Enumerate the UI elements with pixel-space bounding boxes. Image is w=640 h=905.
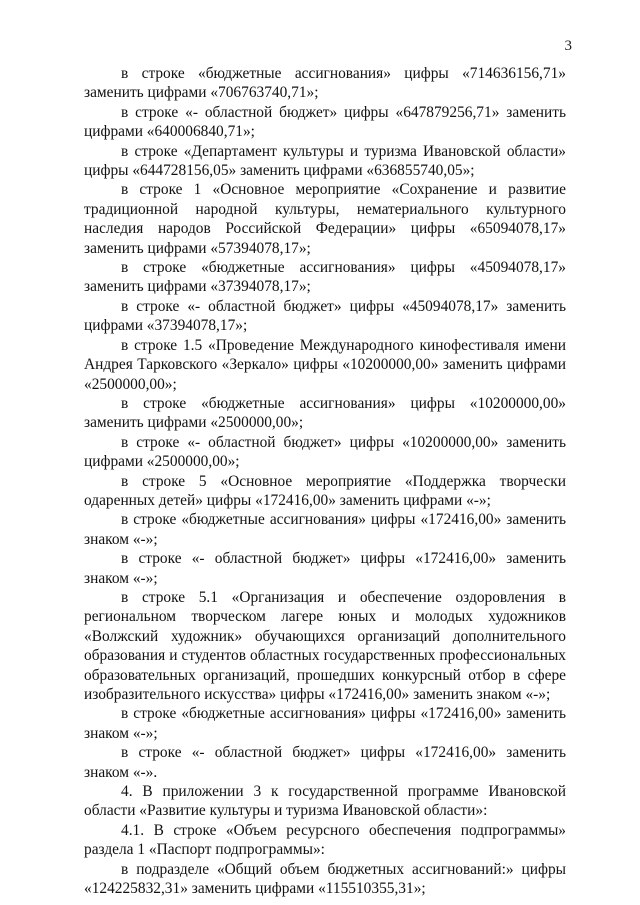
- paragraph: в строке «бюджетные ассигнования» цифры «10200000,00» заменить цифрами «2500000,00»;: [84, 394, 566, 432]
- page-number: 3: [564, 38, 572, 54]
- paragraph: в строке «бюджетные ассигнования» цифры «45094078,17» заменить цифрами «37394078,17»;: [84, 259, 566, 296]
- paragraph: в строке «- областной бюджет» цифры «10200000,00» заменить цифрами «2500000,00»;: [84, 433, 566, 471]
- paragraph: в строке «бюджетные ассигнования» цифры «714636156,71» заменить цифрами «706763740,71»;: [84, 65, 566, 102]
- paragraph: в строке 5.1 «Организация и обеспечение оздоровления в региональном творческом лагере юных и молодых художников «Волжский художник» обучающихся организаций дополнительного образования и студентов областных государственных профессиональных образовательных организаций, прошедших конкурсный отбор в сфере изобразительного искусства» цифры «172416,00» заменить знаком «-»;: [84, 588, 566, 703]
- paragraph: в строке 1 «Основное мероприятие «Сохранение и развитие традиционной народной культуры, нематериального культурного наследия народов Российской Федерации» цифры «65094078,17» заменить цифрами «57394078,17»;: [84, 181, 566, 257]
- paragraph: в строке «- областной бюджет» цифры «647879256,71» заменить цифрами «640006840,71»;: [84, 103, 566, 141]
- paragraph: в подразделе «Общий объем бюджетных ассигнований:» цифры «124225832,31» заменить цифрами «115510355,31»;: [84, 860, 566, 898]
- paragraph: в строке 5 «Основное мероприятие «Поддержка творчески одаренных детей» цифры «172416,00» заменить цифрами «-»;: [84, 472, 566, 509]
- document-body: [84, 64, 566, 898]
- paragraph: в строке «бюджетные ассигнования» цифры «172416,00» заменить знаком «-»;: [84, 705, 566, 742]
- paragraph: в строке «- областной бюджет» цифры «45094078,17» заменить цифрами «37394078,17»;: [84, 297, 566, 335]
- paragraph: 4.1. В строке «Объем ресурсного обеспечения подпрограммы» раздела 1 «Паспорт подпрограммы»:: [84, 821, 566, 859]
- paragraph: в строке «бюджетные ассигнования» цифры «172416,00» заменить знаком «-»;: [84, 511, 566, 548]
- paragraph: в строке «- областной бюджет» цифры «172416,00» заменить знаком «-».: [84, 744, 566, 781]
- paragraph: в строке «- областной бюджет» цифры «172416,00» заменить знаком «-»;: [84, 550, 566, 587]
- paragraph: 4. В приложении 3 к государственной программе Ивановской области «Развитие культуры и туризма Ивановской области»:: [84, 783, 566, 820]
- paragraph: в строке 1.5 «Проведение Международного кинофестиваля имени Андрея Тарковского «Зеркало» цифры «10200000,00» заменить цифрами «2500000,00»;: [84, 336, 566, 393]
- paragraph: в строке «Департамент культуры и туризма Ивановской области» цифры «644728156,05» заменить цифрами «636855740,05»;: [84, 142, 566, 180]
